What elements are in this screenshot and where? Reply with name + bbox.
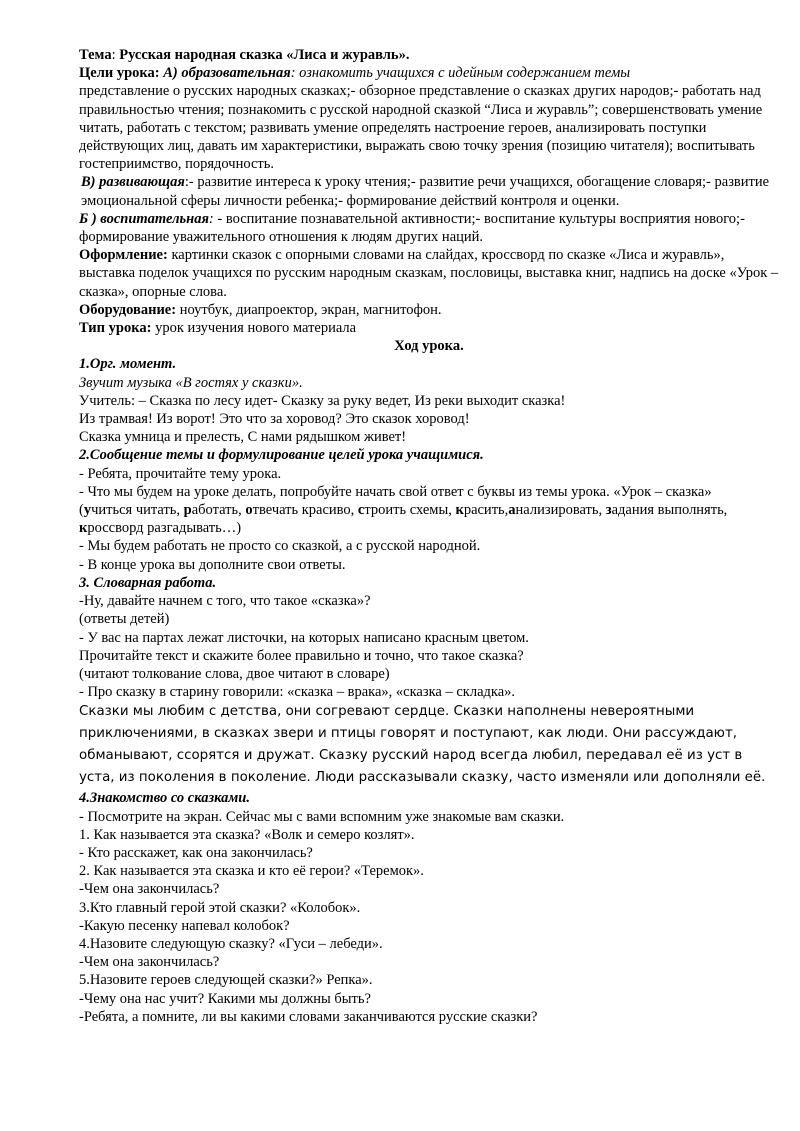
goals-c-text: - воспитание познавательной активности;- воспитание культуры восприятия нового;- формирование уважительного отношения к людям других наций. bbox=[79, 210, 745, 246]
equipment-line bbox=[79, 301, 779, 319]
section-3-paragraph: Сказки мы любим с детства, они согревают сердце. Сказки наполнены невероятными приключениями, в сказках звери и птицы говорят и поступают, как люди. Они рассуждают, обманывают, ссорятся и дружат. Сказку русский народ всегда любил, передавал её из уст в уста, из поколения в поколение. Люди рассказывали сказку, часто изменяли или дополняли её. bbox=[79, 704, 766, 786]
section-3-line: (ответы детей) bbox=[79, 611, 170, 628]
section-4-line: -Чему она нас учит? Какими мы должны быть? bbox=[79, 990, 371, 1007]
word-rest: адания выполнять, bbox=[611, 502, 728, 519]
design-text: картинки сказок с опорными словами на слайдах, кроссворд по сказке «Лиса и журавль», выставка поделок учащихся по русским народным сказкам, пословицы, выставка книг, надпись на доске «Урок – сказка», опорные слова. bbox=[79, 247, 779, 300]
section-2-line: - Ребята, прочитайте тему урока. bbox=[79, 465, 282, 482]
topic-text: Русская народная сказка «Лиса и журавль». bbox=[119, 47, 410, 63]
word-rest: аботать, bbox=[191, 502, 246, 519]
section-4-line: 4.Назовите следующую сказку? «Гуси – лебеди». bbox=[79, 935, 383, 952]
goals-c-separator: : bbox=[208, 210, 218, 227]
word-rest: нализировать, bbox=[515, 502, 606, 519]
goals-heading bbox=[79, 64, 779, 82]
letter: у bbox=[83, 502, 92, 519]
equipment-text: ноутбук, диапроектор, экран, магнитофон. bbox=[176, 301, 442, 318]
word-rest: расить, bbox=[463, 502, 509, 519]
topic-line bbox=[79, 46, 779, 64]
section-4-line: 2. Как называется эта сказка и кто её герои? «Теремок». bbox=[79, 863, 424, 880]
section-3-line: (читают толкование слова, двое читают в словаре) bbox=[79, 665, 390, 682]
word-rest: россворд разгадывать…) bbox=[87, 520, 242, 537]
lesson-type-text: урок изучения нового материала bbox=[151, 320, 357, 337]
section-3-line: - У вас на партах лежат листочки, на которых написано красным цветом. bbox=[79, 629, 529, 646]
section-4-line: 1. Как называется эта сказка? «Волк и семеро козлят». bbox=[79, 826, 415, 843]
goals-b-text: :- развитие интереса к уроку чтения;- развитие речи учащихся, обогащение словаря;- развитие эмоциональной сферы личности ребенка;- формирование действий контроля и оценки. bbox=[81, 174, 770, 209]
section-4-line: -Чем она закончилась? bbox=[79, 881, 220, 898]
section-4-line: - Посмотрите на экран. Сейчас мы с вами вспомним уже знакомые вам сказки. bbox=[79, 808, 565, 825]
letter: к bbox=[79, 520, 88, 537]
letter: з bbox=[605, 502, 612, 519]
section-1-line: Из трамвая! Из ворот! Это что за хоровод? Это сказок хоровод! bbox=[79, 411, 470, 428]
goals-c bbox=[79, 210, 779, 246]
section-4-line: -Какую песенку напевал колобок? bbox=[79, 917, 290, 934]
lesson-type-line bbox=[79, 319, 779, 337]
design-label: Оформление: bbox=[79, 247, 168, 264]
section-3-line: -Ну, давайте начнем с того, что такое «сказка»? bbox=[79, 593, 371, 610]
goals-label: Цели урока: bbox=[79, 65, 164, 82]
word-rest: читься читать, bbox=[91, 502, 184, 519]
section-3-line: - Про сказку в старину говорили: «сказка – врака», «сказка – складка». bbox=[79, 684, 516, 701]
section-2-line: - Мы будем работать не просто со сказкой, а с русской народной. bbox=[79, 538, 481, 555]
topic-label: Тема bbox=[79, 47, 112, 63]
section-4-line: 5.Назовите героев следующей сказки?» Репка». bbox=[79, 972, 373, 989]
goals-a-label: А) образовательная bbox=[163, 65, 291, 82]
section-4-line: -Чем она закончилась? bbox=[79, 954, 220, 971]
section-4-line: 3.Кто главный герой этой сказки? «Колобок». bbox=[79, 899, 361, 916]
letter: с bbox=[357, 502, 365, 519]
word-rest: твечать красиво, bbox=[252, 502, 358, 519]
lesson-title: Ход урока. bbox=[394, 338, 464, 355]
section-1-line: Учитель: – Сказка по лесу идет- Сказку за руку ведет, Из реки выходит сказка! bbox=[79, 392, 566, 409]
design-line bbox=[79, 246, 779, 301]
goals-a-body: представление о русских народных сказках;- обзорное представление о сказках других народов;- работать над правильностью чтения; познакомить с русской народной сказкой “Лиса и журавль”; совершенствовать умение читать, работать с текстом; развивать умение определять настроение героев, анализировать поступки действующих лиц, давать им характеристики, выражать свою точку зрения (позицию читателя); воспитывать гостеприимство, порядочность. bbox=[79, 83, 763, 173]
section-4-title: 4.Знакомство со сказками. bbox=[79, 790, 250, 807]
section-1-line: Сказка умница и прелесть, С нами рядышком живет! bbox=[79, 429, 407, 446]
equipment-label: Оборудование: bbox=[79, 301, 177, 318]
section-3-line: Прочитайте текст и скажите более правильно и точно, что такое сказка? bbox=[79, 647, 524, 664]
goals-b bbox=[79, 173, 779, 209]
section-2-letters: (учиться читать, работать, отвечать красиво, строить схемы, красить,анализировать, задания выполнять, кроссворд разгадывать…) bbox=[79, 502, 728, 537]
letter: р bbox=[183, 502, 192, 519]
goals-c-label: Б ) воспитательная bbox=[79, 210, 209, 227]
letter: к bbox=[455, 502, 464, 519]
section-3-title: 3. Словарная работа. bbox=[79, 574, 217, 591]
section-2-line: - В конце урока вы дополните свои ответы. bbox=[79, 556, 346, 573]
goals-b-label: В) развивающая bbox=[81, 174, 185, 191]
section-2-line: - Что мы будем на уроке делать, попробуйте начать свой ответ с буквы из темы урока. «Урок – сказка» bbox=[79, 483, 712, 500]
word-rest: троить схемы, bbox=[364, 502, 456, 519]
lesson-type-label: Тип урока: bbox=[79, 320, 152, 337]
letter: а bbox=[508, 502, 516, 519]
topic-separator: : bbox=[111, 47, 120, 63]
document-page bbox=[79, 46, 779, 1026]
goals-a-text: : ознакомить учащихся с идейным содержанием темы bbox=[290, 65, 631, 82]
section-4-line: -Ребята, а помните, ли вы какими словами заканчиваются русские сказки? bbox=[79, 1008, 538, 1025]
section-1-title: 1.Орг. момент. bbox=[79, 356, 177, 373]
letter: о bbox=[245, 502, 253, 519]
section-4-line: - Кто расскажет, как она закончилась? bbox=[79, 844, 313, 861]
section-2-title: 2.Сообщение темы и формулирование целей урока учащимися. bbox=[79, 447, 484, 464]
section-1-music: Звучит музыка «В гостях у сказки». bbox=[79, 374, 303, 391]
